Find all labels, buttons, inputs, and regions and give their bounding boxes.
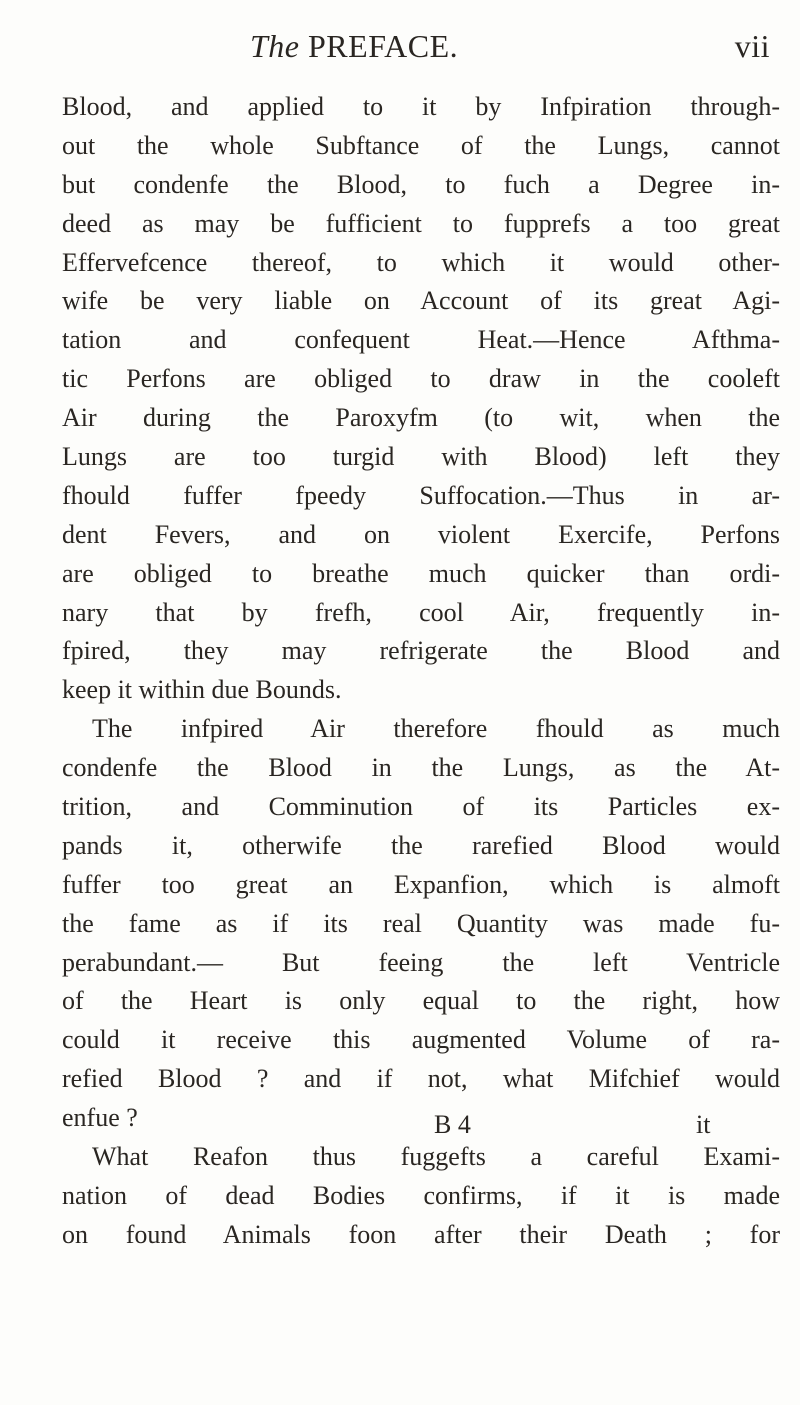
running-head-title	[250, 28, 458, 65]
body-text	[62, 88, 780, 1255]
text-line: Effervefcence thereof, to which it would other-	[62, 247, 780, 277]
text-line: Blood, and applied to it by Infpiration through-	[62, 92, 780, 121]
running-head-title-prefix: The	[250, 28, 300, 64]
text-line: could it receive this augmented Volume of ra-	[62, 1025, 780, 1055]
text-line: fuffer too great an Expanfion, which is almoft	[62, 869, 780, 899]
text-line: pands it, otherwife the rarefied Blood would	[62, 830, 780, 860]
running-head-title-text: PREFACE.	[308, 28, 459, 64]
text-line: tic Perfons are obliged to draw in the cooleft	[62, 364, 780, 394]
text-line: deed as may be fufficient to fupprefs a too great	[62, 208, 780, 238]
paragraph-end-line: keep it within due Bounds.	[62, 675, 342, 705]
text-line: perabundant.— But feeing the left Ventricle	[62, 947, 780, 977]
catchword: it	[696, 1110, 711, 1139]
text-line: of the Heart is only equal to the right, how	[62, 986, 780, 1016]
page-footer	[62, 1110, 780, 1148]
text-line: nary that by frefh, cool Air, frequently in-	[62, 597, 780, 627]
paragraph-start-line: The infpired Air therefore fhould as much	[92, 714, 780, 744]
text-line: out the whole Subftance of the Lungs, cannot	[62, 130, 780, 160]
paragraph-start-line: What Reafon thus fuggefts a careful Exami-	[92, 1142, 780, 1172]
text-line: tation and confequent Heat.—Hence Afthma-	[62, 325, 780, 355]
text-line: but condenfe the Blood, to fuch a Degree in-	[62, 169, 780, 199]
text-line: nation of dead Bodies confirms, if it is made	[62, 1180, 780, 1210]
signature-mark: B 4	[434, 1110, 471, 1139]
text-line: refied Blood ? and if not, what Mifchief would	[62, 1064, 780, 1094]
text-line: trition, and Comminution of its Particles ex-	[62, 792, 780, 822]
paragraph-end-line: enfue ?	[62, 1103, 138, 1133]
text-line: the fame as if its real Quantity was made fu-	[62, 908, 780, 938]
text-line: fpired, they may refrigerate the Blood and	[62, 636, 780, 666]
text-line: fhould fuffer fpeedy Suffocation.—Thus in ar-	[62, 480, 780, 510]
page-number: vii	[734, 28, 770, 64]
running-head	[250, 28, 770, 78]
text-line: Air during the Paroxyfm (to wit, when the	[62, 403, 780, 433]
text-line: condenfe the Blood in the Lungs, as the At-	[62, 753, 780, 783]
text-line: Lungs are too turgid with Blood) left they	[62, 442, 780, 472]
text-line: on found Animals foon after their Death ; for	[62, 1219, 780, 1249]
text-line: are obliged to breathe much quicker than ordi-	[62, 558, 780, 588]
text-line: wife be very liable on Account of its great Agi-	[62, 286, 780, 316]
text-line: dent Fevers, and on violent Exercife, Perfons	[62, 519, 780, 549]
